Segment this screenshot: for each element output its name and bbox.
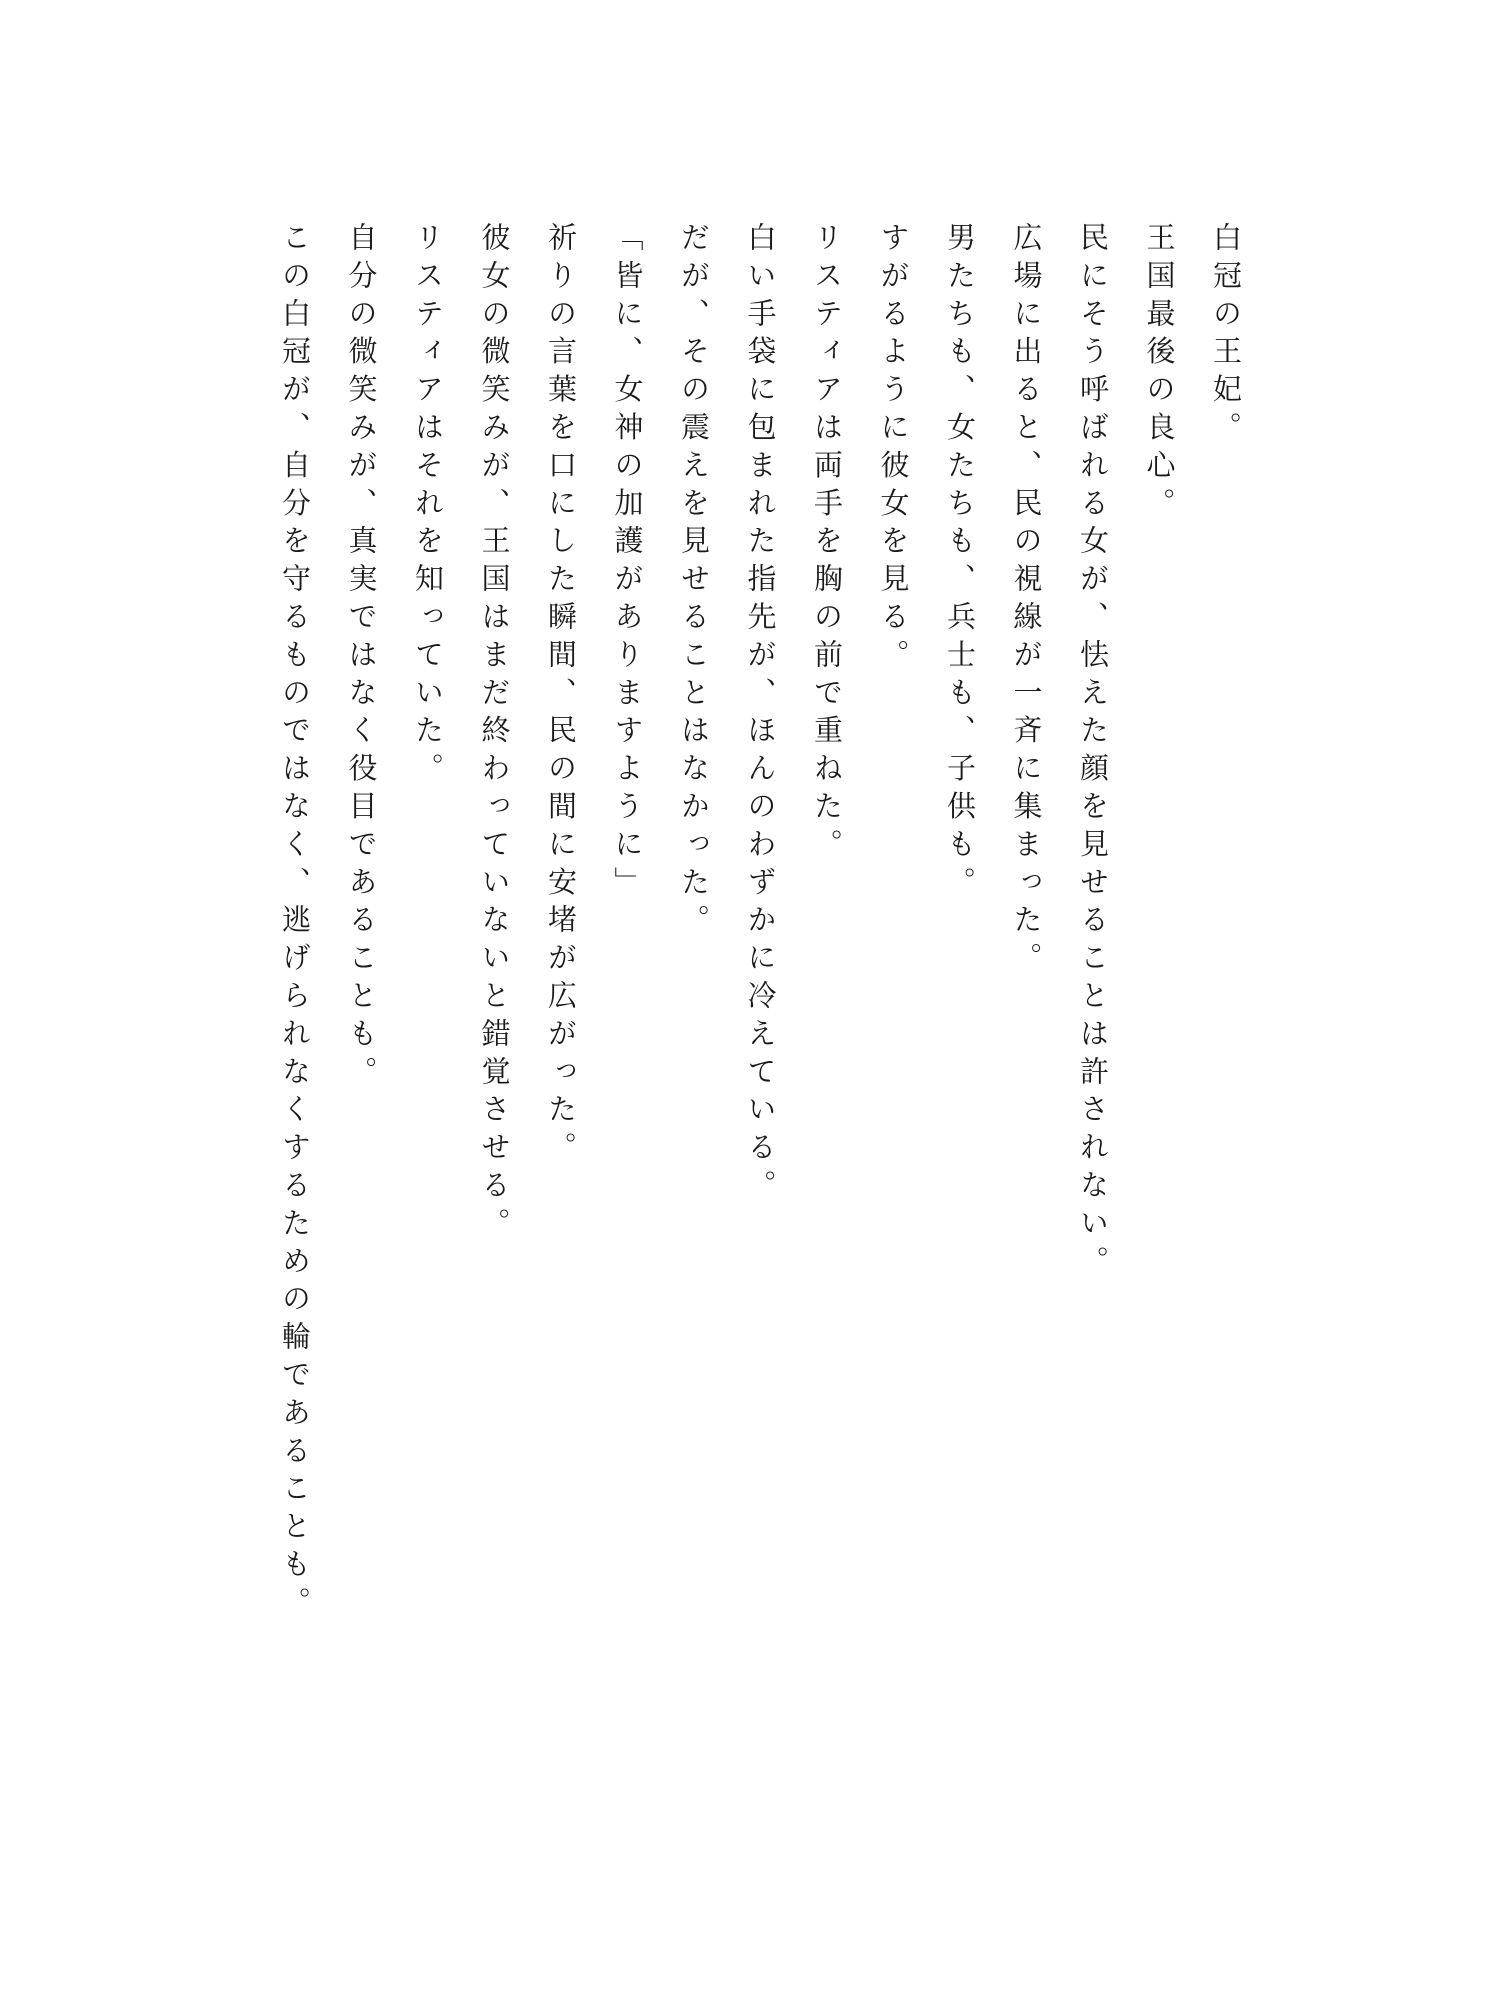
text-line: 王国最後の良心。: [1142, 222, 1177, 526]
text-line: リスティアはそれを知っていた。: [411, 222, 445, 791]
text-line: 白冠の王妃。: [1209, 222, 1243, 450]
text-line: 彼女の微笑みが、王国はまだ終わっていないと錯覚させる。: [477, 222, 512, 1246]
vertical-text-body: [278, 222, 1243, 1742]
text-line: 祈りの言葉を口にした瞬間、民の間に安堵が広がった。: [544, 222, 578, 1170]
text-line: 自分の微笑みが、真実ではなく役目であることも。: [344, 222, 379, 1094]
text-line: 広場に出ると、民の視線が一斉に集まった。: [1009, 222, 1044, 980]
text-line: 民にそう呼ばれる女が、怯えた顔を見せることは許されない。: [1076, 222, 1110, 1284]
text-line: この白冠が、自分を守るものではなく、逃げられなくするための輪であることも。: [278, 222, 312, 1625]
text-line: リスティアは両手を胸の前で重ねた。: [810, 222, 844, 867]
text-line: だが、その震えを見せることはなかった。: [677, 222, 711, 943]
text-line: 男たちも、女たちも、兵士も、子供も。: [943, 222, 977, 905]
text-line: すがるように彼女を見る。: [876, 222, 911, 677]
dialogue-line: 「皆に、女神の加護がありますように」: [610, 222, 645, 905]
text-line: 白い手袋に包まれた指先が、ほんのわずかに冷えている。: [743, 222, 778, 1208]
